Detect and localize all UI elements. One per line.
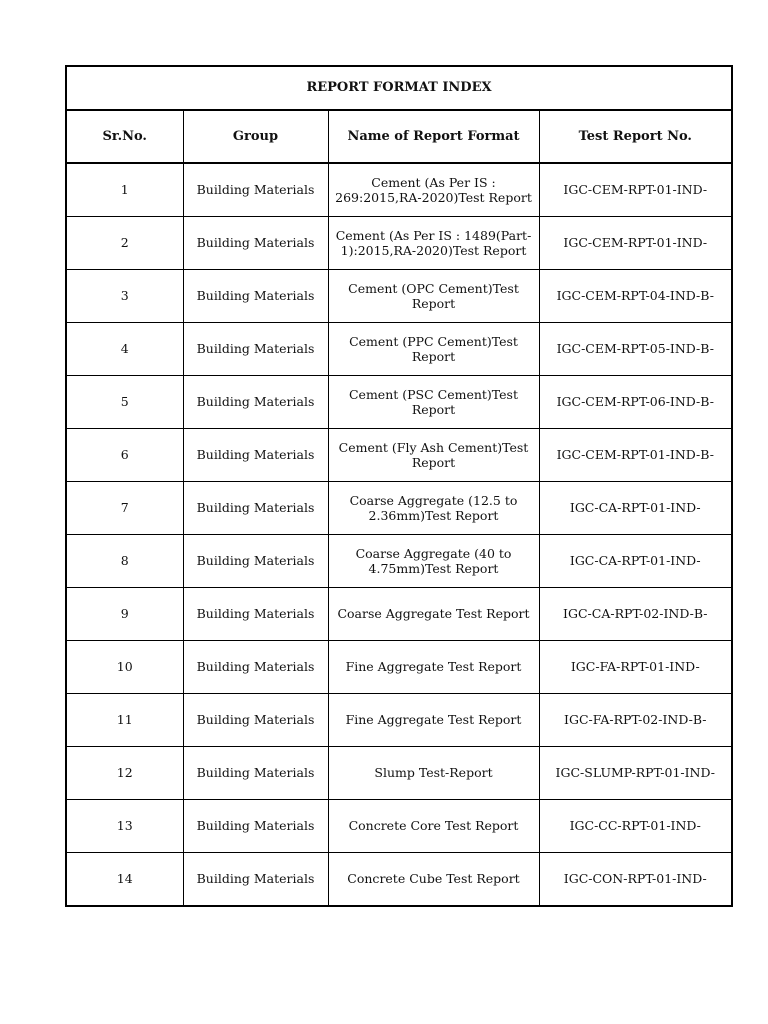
report-no-cell: IGC-FA-RPT-02-IND-B- bbox=[539, 694, 732, 747]
report-name-cell: Concrete Core Test Report bbox=[328, 800, 539, 853]
table-row bbox=[66, 535, 732, 588]
report-no-cell: IGC-CEM-RPT-01-IND- bbox=[539, 163, 732, 217]
sr-no-cell: 11 bbox=[66, 694, 183, 747]
sr-no-cell: 14 bbox=[66, 853, 183, 907]
table-title-row bbox=[66, 66, 732, 110]
report-no-cell: IGC-CA-RPT-01-IND- bbox=[539, 535, 732, 588]
group-cell: Building Materials bbox=[183, 376, 328, 429]
report-no-cell: IGC-SLUMP-RPT-01-IND- bbox=[539, 747, 732, 800]
report-no-cell: IGC-FA-RPT-01-IND- bbox=[539, 641, 732, 694]
table-row bbox=[66, 323, 732, 376]
report-no-cell: IGC-CA-RPT-01-IND- bbox=[539, 482, 732, 535]
table-row bbox=[66, 694, 732, 747]
group-cell: Building Materials bbox=[183, 270, 328, 323]
column-header-report-name: Name of Report Format bbox=[328, 110, 539, 163]
sr-no-cell: 10 bbox=[66, 641, 183, 694]
table-header-row bbox=[66, 110, 732, 163]
sr-no-cell: 12 bbox=[66, 747, 183, 800]
table-row bbox=[66, 747, 732, 800]
report-no-cell: IGC-CEM-RPT-06-IND-B- bbox=[539, 376, 732, 429]
sr-no-cell: 7 bbox=[66, 482, 183, 535]
report-format-index-table bbox=[65, 65, 733, 907]
table-row bbox=[66, 163, 732, 217]
sr-no-cell: 6 bbox=[66, 429, 183, 482]
table-title: REPORT FORMAT INDEX bbox=[66, 66, 732, 110]
column-header-sr-no: Sr.No. bbox=[66, 110, 183, 163]
group-cell: Building Materials bbox=[183, 429, 328, 482]
report-name-cell: Fine Aggregate Test Report bbox=[328, 641, 539, 694]
sr-no-cell: 13 bbox=[66, 800, 183, 853]
table-row bbox=[66, 482, 732, 535]
report-name-cell: Cement (Fly Ash Cement)Test Report bbox=[328, 429, 539, 482]
table-row bbox=[66, 429, 732, 482]
report-name-cell: Coarse Aggregate (12.5 to 2.36mm)Test Report bbox=[328, 482, 539, 535]
report-name-cell: Cement (As Per IS : 1489(Part-1):2015,RA-2020)Test Report bbox=[328, 217, 539, 270]
group-cell: Building Materials bbox=[183, 588, 328, 641]
report-no-cell: IGC-CEM-RPT-01-IND- bbox=[539, 217, 732, 270]
report-no-cell: IGC-CEM-RPT-04-IND-B- bbox=[539, 270, 732, 323]
sr-no-cell: 2 bbox=[66, 217, 183, 270]
report-name-cell: Coarse Aggregate Test Report bbox=[328, 588, 539, 641]
group-cell: Building Materials bbox=[183, 800, 328, 853]
group-cell: Building Materials bbox=[183, 694, 328, 747]
report-name-cell: Cement (OPC Cement)Test Report bbox=[328, 270, 539, 323]
table-row bbox=[66, 641, 732, 694]
sr-no-cell: 5 bbox=[66, 376, 183, 429]
table-row bbox=[66, 270, 732, 323]
group-cell: Building Materials bbox=[183, 535, 328, 588]
table-row bbox=[66, 588, 732, 641]
table-row bbox=[66, 217, 732, 270]
table-row bbox=[66, 853, 732, 907]
sr-no-cell: 9 bbox=[66, 588, 183, 641]
report-no-cell: IGC-CON-RPT-01-IND- bbox=[539, 853, 732, 907]
column-header-report-no: Test Report No. bbox=[539, 110, 732, 163]
report-name-cell: Cement (PSC Cement)Test Report bbox=[328, 376, 539, 429]
report-no-cell: IGC-CA-RPT-02-IND-B- bbox=[539, 588, 732, 641]
report-no-cell: IGC-CEM-RPT-05-IND-B- bbox=[539, 323, 732, 376]
group-cell: Building Materials bbox=[183, 163, 328, 217]
report-no-cell: IGC-CEM-RPT-01-IND-B- bbox=[539, 429, 732, 482]
group-cell: Building Materials bbox=[183, 641, 328, 694]
table-row bbox=[66, 376, 732, 429]
sr-no-cell: 1 bbox=[66, 163, 183, 217]
report-name-cell: Coarse Aggregate (40 to 4.75mm)Test Report bbox=[328, 535, 539, 588]
group-cell: Building Materials bbox=[183, 853, 328, 907]
column-header-group: Group bbox=[183, 110, 328, 163]
group-cell: Building Materials bbox=[183, 747, 328, 800]
report-name-cell: Fine Aggregate Test Report bbox=[328, 694, 539, 747]
group-cell: Building Materials bbox=[183, 482, 328, 535]
group-cell: Building Materials bbox=[183, 217, 328, 270]
group-cell: Building Materials bbox=[183, 323, 328, 376]
report-name-cell: Slump Test-Report bbox=[328, 747, 539, 800]
sr-no-cell: 3 bbox=[66, 270, 183, 323]
report-no-cell: IGC-CC-RPT-01-IND- bbox=[539, 800, 732, 853]
report-name-cell: Cement (PPC Cement)Test Report bbox=[328, 323, 539, 376]
sr-no-cell: 4 bbox=[66, 323, 183, 376]
report-name-cell: Concrete Cube Test Report bbox=[328, 853, 539, 907]
report-name-cell: Cement (As Per IS : 269:2015,RA-2020)Test Report bbox=[328, 163, 539, 217]
sr-no-cell: 8 bbox=[66, 535, 183, 588]
table-row bbox=[66, 800, 732, 853]
